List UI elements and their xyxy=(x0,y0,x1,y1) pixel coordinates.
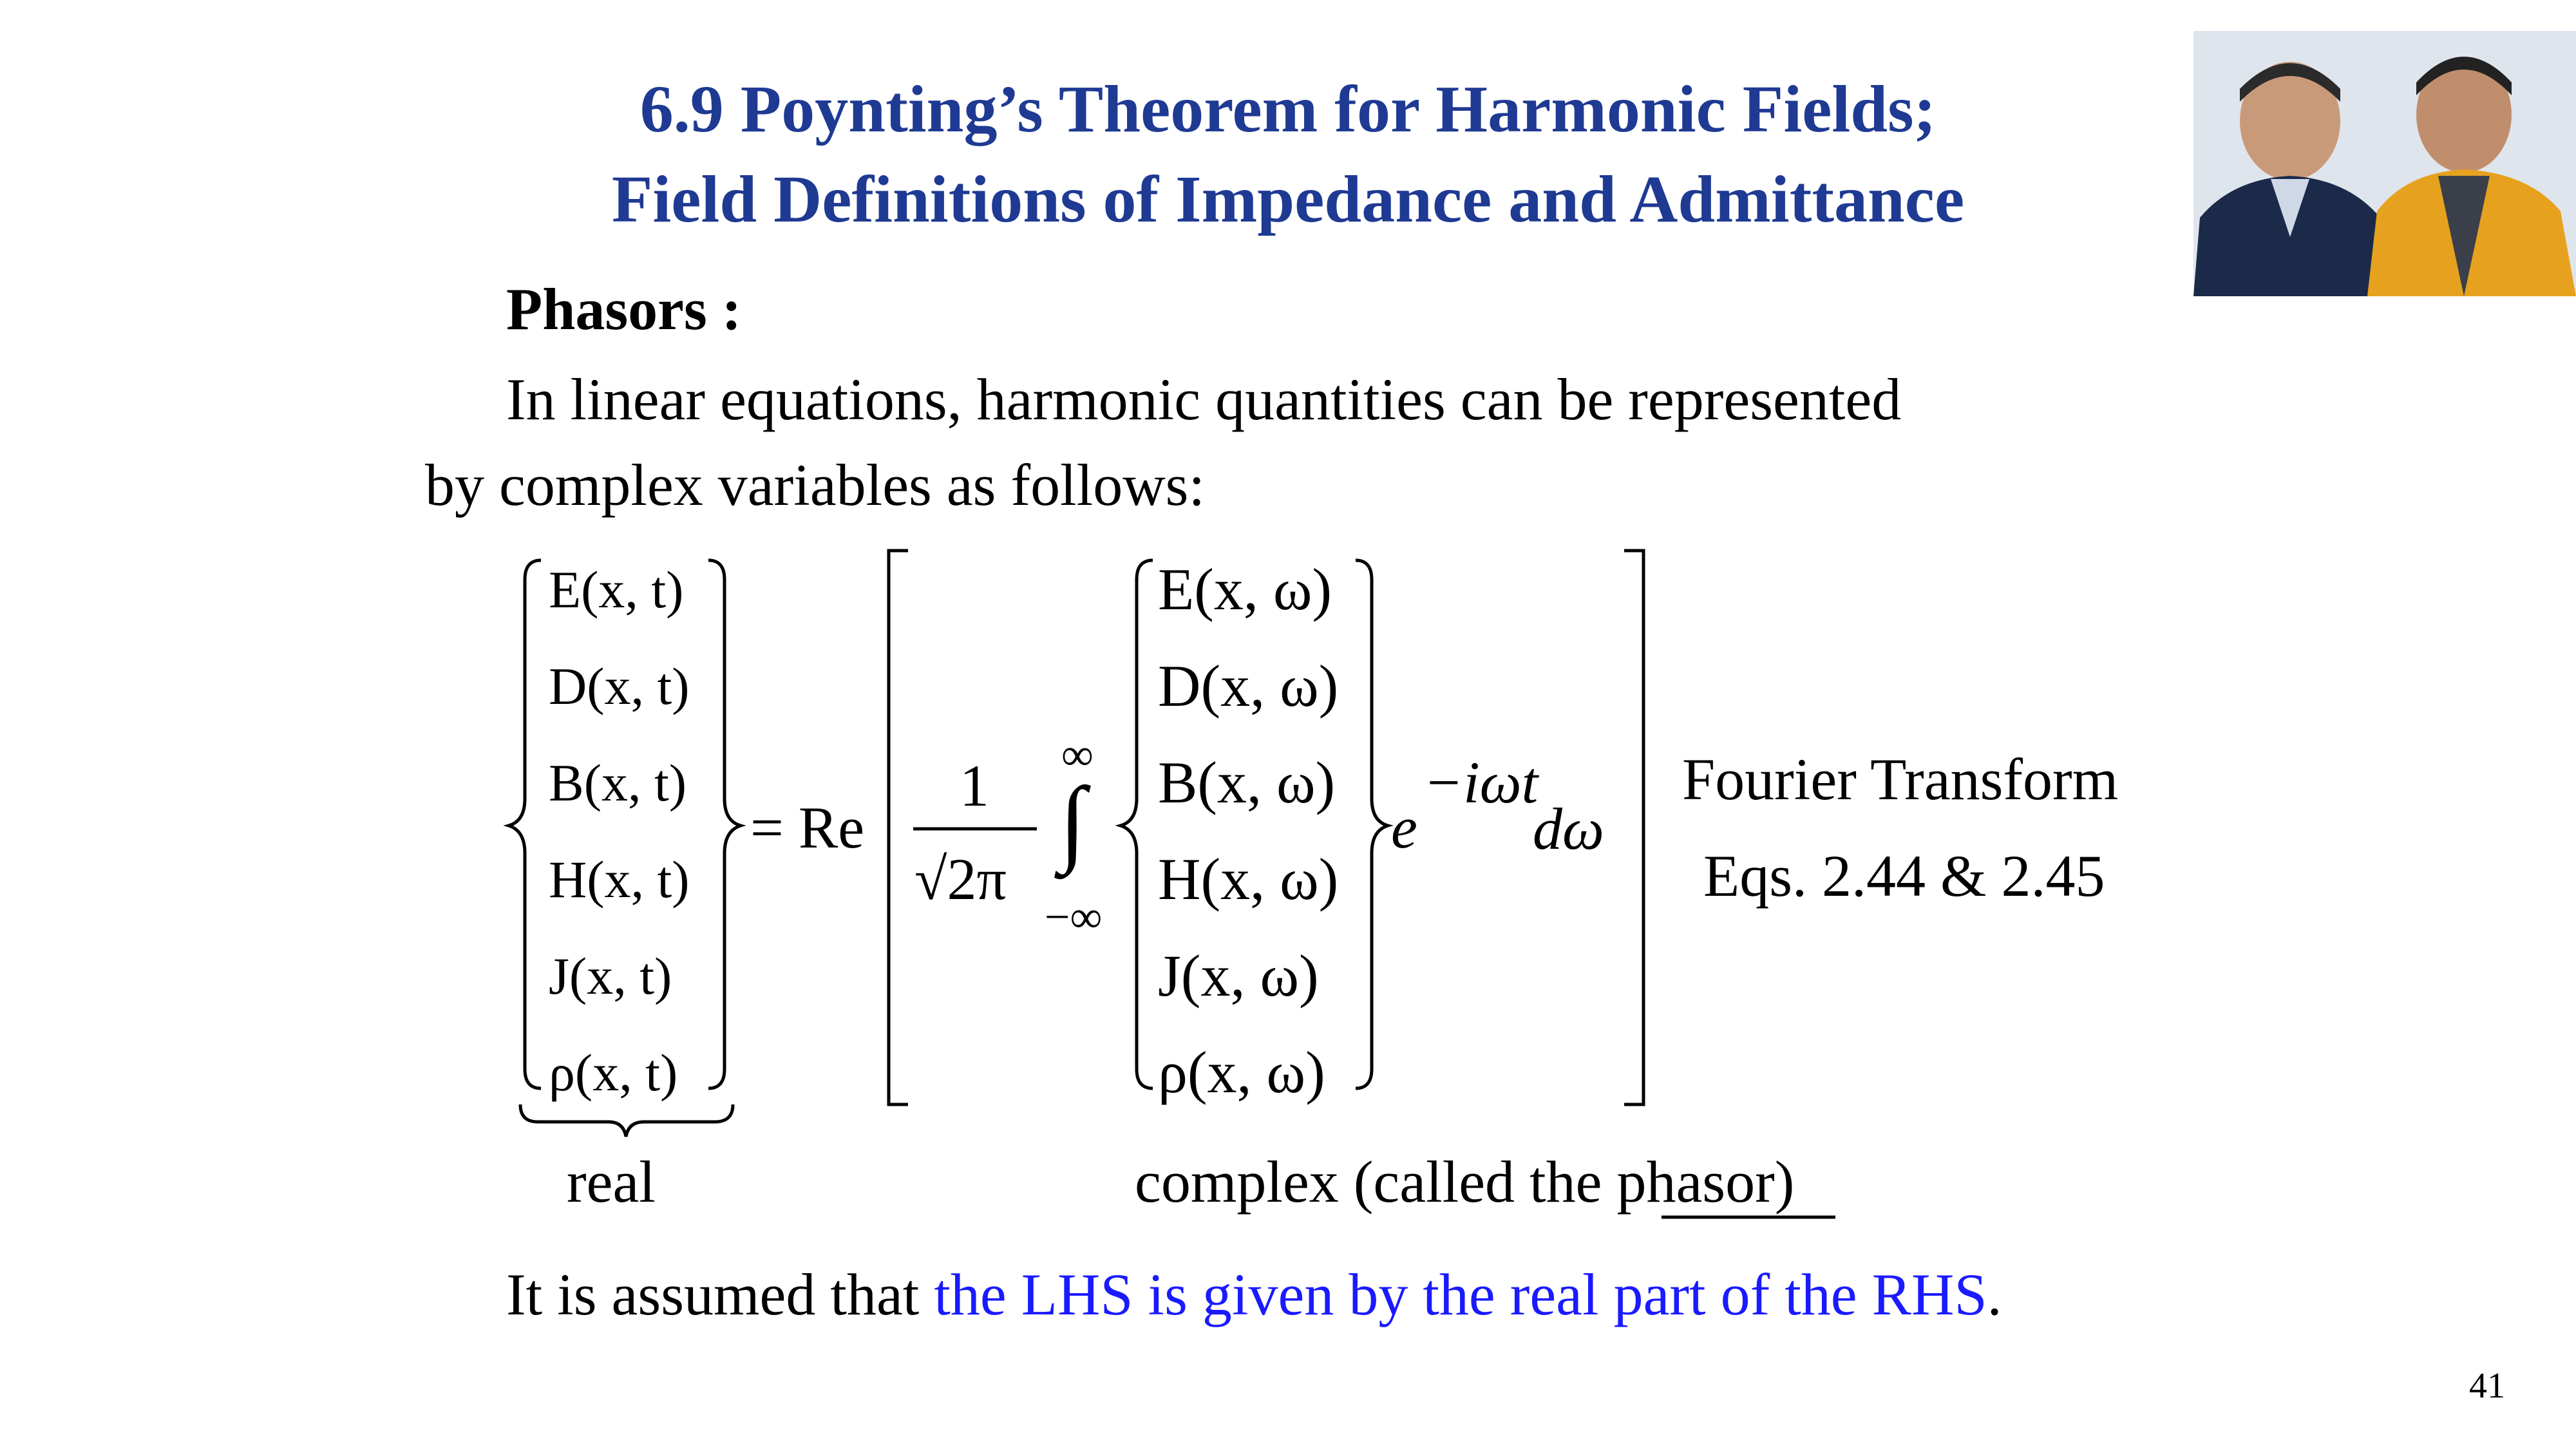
lhs-entry-b: B(x, t) xyxy=(549,753,687,812)
label-phasor-word: phasor xyxy=(1616,1149,1775,1215)
lhs-entry-e: E(x, t) xyxy=(549,560,684,619)
exponential-base: e xyxy=(1391,795,1417,860)
assumption-highlight: the LHS is given by the real part of the RHS xyxy=(934,1262,1987,1327)
fourier-note-line-1: Fourier Transform xyxy=(1682,746,2119,812)
rhs-entry-b: B(x, ω) xyxy=(1158,750,1336,815)
label-complex-prefix: complex (called the xyxy=(1135,1149,1617,1215)
assumption-prefix: It is assumed that xyxy=(506,1262,934,1327)
label-real: real xyxy=(567,1149,656,1215)
integral-lower-limit: −∞ xyxy=(1045,893,1103,942)
fourier-note-line-2: Eqs. 2.44 & 2.45 xyxy=(1703,843,2105,909)
exponential-power: −iωt xyxy=(1423,750,1539,815)
slide-title-line-2: Field Definitions of Impedance and Admittance xyxy=(611,162,1965,236)
assumption-suffix: . xyxy=(1987,1262,2002,1327)
differential: dω xyxy=(1533,796,1604,862)
fraction-denominator: √2π xyxy=(914,846,1007,912)
rhs-entry-d: D(x, ω) xyxy=(1158,653,1339,719)
lhs-entry-rho: ρ(x, t) xyxy=(549,1043,678,1102)
equals-re: = Re xyxy=(750,795,865,860)
phasors-heading: Phasors : xyxy=(506,276,742,342)
integral-sign: ∫ xyxy=(1059,768,1086,875)
assumption-sentence xyxy=(506,1259,2002,1330)
rhs-entry-j: J(x, ω) xyxy=(1158,943,1319,1009)
label-complex xyxy=(1135,1146,1794,1217)
intro-line-1: In linear equations, harmonic quantities can be represented xyxy=(506,366,1902,432)
intro-line-2: by complex variables as follows: xyxy=(425,452,1206,518)
rhs-entry-rho: ρ(x, ω) xyxy=(1158,1039,1325,1105)
lhs-entry-h: H(x, t) xyxy=(549,850,690,909)
fraction-numerator: 1 xyxy=(960,753,989,819)
label-complex-suffix: ) xyxy=(1774,1149,1795,1215)
rhs-entry-e: E(x, ω) xyxy=(1158,556,1332,622)
slide-title-line-1: 6.9 Poynting’s Theorem for Harmonic Fields; xyxy=(639,72,1937,146)
lhs-entry-j: J(x, t) xyxy=(549,947,672,1005)
lhs-entry-d: D(x, t) xyxy=(549,657,690,715)
page-number: 41 xyxy=(2469,1366,2505,1406)
integral-upper-limit: ∞ xyxy=(1061,730,1094,780)
rhs-entry-h: H(x, ω) xyxy=(1158,846,1339,912)
